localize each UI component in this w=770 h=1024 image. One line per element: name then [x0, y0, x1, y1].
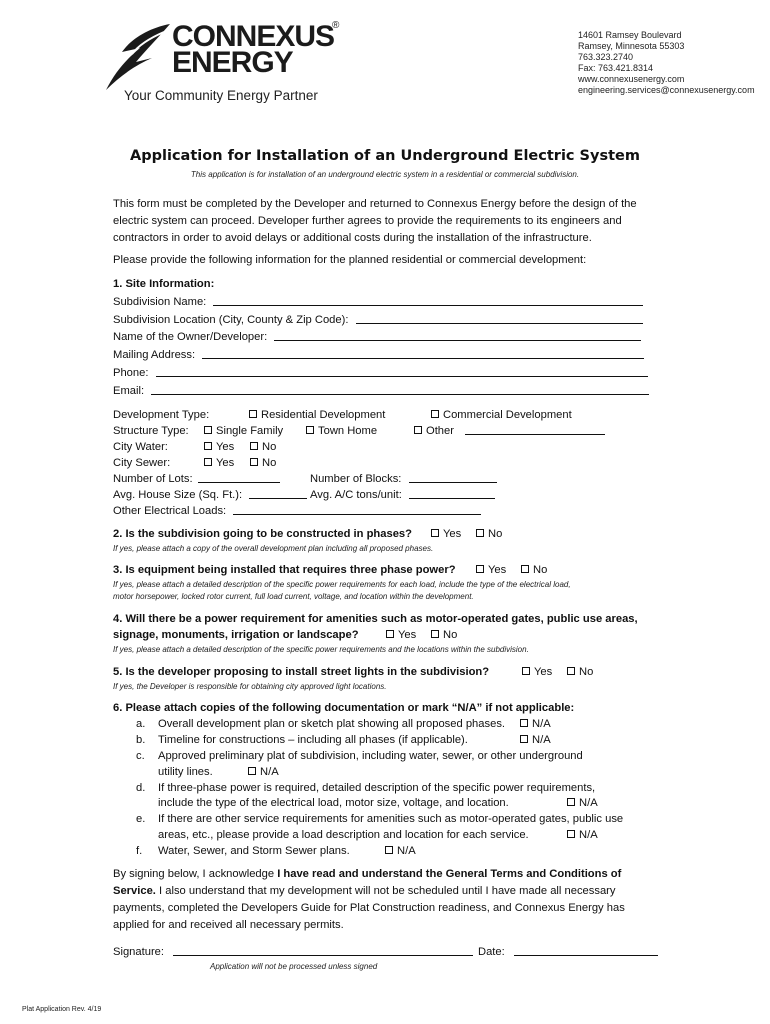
- na-label: N/A: [260, 766, 279, 778]
- structure-type-label: Structure Type:: [113, 425, 189, 437]
- q2-yes-checkbox[interactable]: [431, 529, 439, 537]
- yes-label: Yes: [488, 564, 507, 576]
- ack-line: [113, 866, 661, 883]
- item-letter: d.: [136, 782, 146, 794]
- blocks-field[interactable]: [409, 472, 497, 483]
- q4-yes[interactable]: [386, 627, 416, 644]
- item-letter: e.: [136, 813, 146, 825]
- other-field[interactable]: [465, 424, 605, 435]
- owner-developer-row: [113, 329, 641, 346]
- logo-word-connexus: CONNEXUS: [172, 20, 335, 53]
- mailing-address-label: Mailing Address:: [113, 349, 196, 361]
- fax-line: Fax: 763.421.8314: [578, 63, 654, 73]
- single-family-label: Single Family: [216, 425, 284, 437]
- no-label: No: [579, 666, 594, 678]
- item-b-text: Timeline for constructions – including all phases (if applicable).: [158, 734, 468, 746]
- item-c-text: utility lines.: [158, 766, 213, 778]
- ack-line: payments, completed the Developers Guide for Plat Construction readiness, and Connexus Energy has: [113, 902, 625, 914]
- q4-no-checkbox[interactable]: [431, 630, 439, 638]
- na-label: N/A: [579, 829, 598, 841]
- ack-bold: I have read and understand the General Terms and Conditions of: [277, 868, 622, 880]
- yes-label: Yes: [216, 441, 235, 453]
- city-sewer-label: City Sewer:: [113, 457, 171, 469]
- ac-label: Avg. A/C tons/unit:: [310, 489, 402, 501]
- item-a-text: Overall development plan or sketch plat showing all proposed phases.: [158, 718, 506, 730]
- yes-label: Yes: [398, 629, 417, 641]
- city-water-yes[interactable]: [204, 439, 234, 456]
- item-f-text: Water, Sewer, and Storm Sewer plans.: [158, 845, 350, 857]
- town-home-option[interactable]: [306, 423, 377, 440]
- mailing-address-row: [113, 347, 644, 364]
- item-f-na-checkbox[interactable]: [385, 846, 393, 854]
- na-label: N/A: [579, 797, 598, 809]
- logo-word-energy: ENERGY: [172, 46, 293, 79]
- acknowledgement-paragraph: [113, 866, 661, 934]
- item-d-text: include the type of the electrical load, motor size, voltage, and location.: [158, 797, 509, 809]
- subdivision-name-label: Subdivision Name:: [113, 296, 207, 308]
- ack-bold: Service.: [113, 885, 156, 897]
- question-3: 3. Is equipment being installed that requires three phase power?: [113, 564, 456, 576]
- town-home-label: Town Home: [318, 425, 378, 437]
- subdivision-location-label: Subdivision Location (City, County & Zip Code):: [113, 314, 349, 326]
- other-loads-row: [113, 503, 481, 520]
- residential-checkbox[interactable]: [249, 410, 257, 418]
- date-label: Date:: [478, 946, 505, 958]
- item-c-text: Approved preliminary plat of subdivision, including water, sewer, or other underground: [158, 750, 583, 762]
- page-subtitle: This application is for installation of an underground electric system in a residential or commercial subdivision.: [190, 170, 580, 179]
- q2-yes[interactable]: [431, 526, 461, 543]
- house-size-row: [113, 487, 307, 504]
- q4-no[interactable]: [431, 627, 457, 644]
- na-label: N/A: [397, 845, 416, 857]
- signature-row: [113, 944, 473, 961]
- phone-line: 763.323.2740: [578, 52, 634, 62]
- yes-label: Yes: [443, 528, 462, 540]
- item-e-na-checkbox[interactable]: [567, 830, 575, 838]
- q5-note: If yes, the Developer is responsible for obtaining city approved light locations.: [113, 682, 387, 691]
- email-label: Email:: [113, 385, 145, 397]
- owner-developer-field[interactable]: [274, 330, 641, 341]
- question-2: 2. Is the subdivision going to be constructed in phases?: [113, 528, 412, 540]
- na-label: N/A: [532, 718, 551, 730]
- no-label: No: [262, 457, 277, 469]
- q3-no-checkbox[interactable]: [521, 565, 529, 573]
- lots-field[interactable]: [198, 472, 280, 483]
- signature-note: Application will not be processed unless signed: [210, 962, 378, 971]
- q2-no-checkbox[interactable]: [476, 529, 484, 537]
- subdivision-name-row: [113, 294, 643, 311]
- section-6-heading: 6. Please attach copies of the following documentation or mark “N/A” if not applicable:: [113, 702, 575, 714]
- q3-note: motor horsepower, locked rotor current, full load current, voltage, and location within the development.: [113, 592, 474, 601]
- email-field[interactable]: [151, 384, 649, 395]
- item-letter: c.: [136, 750, 145, 762]
- intro-line: electric system can proceed. Developer further agrees to provide the requirements to its engineers and: [113, 215, 622, 227]
- blocks-label: Number of Blocks:: [310, 473, 402, 485]
- commercial-label: Commercial Development: [443, 409, 572, 421]
- item-a-na[interactable]: [520, 716, 551, 733]
- city-water-label: City Water:: [113, 441, 168, 453]
- q3-no[interactable]: [521, 562, 547, 579]
- ack-lead: By signing below, I acknowledge: [113, 868, 278, 880]
- ack-line: [113, 883, 661, 900]
- commercial-checkbox[interactable]: [431, 410, 439, 418]
- lightning-swoosh-icon: [100, 18, 180, 98]
- q5-no-checkbox[interactable]: [567, 667, 575, 675]
- question-4-cont: signage, monuments, irrigation or landscape?: [113, 629, 359, 641]
- subdivision-location-row: [113, 312, 643, 329]
- city-water-no[interactable]: [250, 439, 276, 456]
- q2-no[interactable]: [476, 526, 502, 543]
- item-letter: a.: [136, 718, 146, 730]
- item-f-na[interactable]: [385, 843, 416, 860]
- email-link[interactable]: engineering.services@connexusenergy.com: [578, 85, 755, 95]
- item-b-na-checkbox[interactable]: [520, 735, 528, 743]
- no-label: No: [262, 441, 277, 453]
- q3-yes-checkbox[interactable]: [476, 565, 484, 573]
- intro-line: contractors in order to avoid delays or additional costs during the installation of the infrastructure.: [113, 232, 592, 244]
- website-link[interactable]: www.connexusenergy.com: [578, 74, 685, 84]
- section-1-heading: 1. Site Information:: [113, 278, 215, 290]
- signature-label: Signature:: [113, 946, 164, 958]
- item-c-na-checkbox[interactable]: [248, 767, 256, 775]
- signature-field[interactable]: [173, 945, 473, 956]
- city-water-no-checkbox[interactable]: [250, 442, 258, 450]
- q2-note: If yes, please attach a copy of the overall development plan including all proposed phases.: [113, 544, 434, 553]
- email-row: [113, 383, 649, 400]
- city-sewer-yes[interactable]: [204, 455, 234, 472]
- item-a-na-checkbox[interactable]: [520, 719, 528, 727]
- item-e-na[interactable]: [567, 827, 598, 844]
- footer-revision: Plat Application Rev. 4/19: [22, 1006, 102, 1013]
- commercial-option[interactable]: [431, 407, 572, 424]
- single-family-checkbox[interactable]: [204, 426, 212, 434]
- q5-yes-checkbox[interactable]: [522, 667, 530, 675]
- q5-no[interactable]: [567, 664, 593, 681]
- item-b-na[interactable]: [520, 732, 551, 749]
- provide-info-line: Please provide the following information for the planned residential or commercial development:: [113, 254, 587, 266]
- question-5: 5. Is the developer proposing to install street lights in the subdivision?: [113, 666, 490, 678]
- phone-row: [113, 365, 648, 382]
- item-letter: b.: [136, 734, 146, 746]
- phone-label: Phone:: [113, 367, 149, 379]
- subdivision-name-field[interactable]: [213, 295, 643, 306]
- registered-mark: ®: [332, 20, 340, 31]
- no-label: No: [488, 528, 503, 540]
- q4-yes-checkbox[interactable]: [386, 630, 394, 638]
- owner-developer-label: Name of the Owner/Developer:: [113, 331, 268, 343]
- blocks-row: [310, 471, 497, 488]
- city-sewer-no-checkbox[interactable]: [250, 458, 258, 466]
- residential-option[interactable]: [249, 407, 385, 424]
- date-field[interactable]: [514, 945, 658, 956]
- q3-yes[interactable]: [476, 562, 506, 579]
- item-d-text: If three-phase power is required, detailed description of the specific power requirements,: [158, 782, 596, 794]
- yes-label: Yes: [216, 457, 235, 469]
- ac-row: [310, 487, 495, 504]
- item-e-text: areas, etc., please provide a load description and location for each service.: [158, 829, 529, 841]
- phone-field[interactable]: [156, 366, 648, 377]
- yes-label: Yes: [534, 666, 553, 678]
- q4-note: If yes, please attach a detailed description of the specific power requirements and the locations within the subdivision.: [113, 645, 529, 654]
- no-label: No: [533, 564, 548, 576]
- ack-text: I also understand that my development will not be scheduled until I have made all necessary: [155, 885, 616, 897]
- other-label: Other: [426, 425, 454, 437]
- item-e-text: If there are other service requirements for amenities such as motor-operated gates, public use: [158, 813, 624, 825]
- subdivision-location-field[interactable]: [356, 313, 643, 324]
- single-family-option[interactable]: [204, 423, 283, 440]
- intro-line: This form must be completed by the Developer and returned to Connexus Energy before the design of the: [113, 198, 637, 210]
- ac-field[interactable]: [409, 488, 495, 499]
- other-loads-label: Other Electrical Loads:: [113, 505, 227, 517]
- development-type-label: Development Type:: [113, 409, 210, 421]
- city-sewer-no[interactable]: [250, 455, 276, 472]
- q3-note: If yes, please attach a detailed description of the specific power requirements for each load, include the type of the electrical load,: [113, 580, 571, 589]
- residential-label: Residential Development: [261, 409, 386, 421]
- item-c-na[interactable]: [248, 764, 279, 781]
- no-label: No: [443, 629, 458, 641]
- company-address: [578, 30, 755, 96]
- ack-line: applied for and received all necessary permits.: [113, 919, 344, 931]
- house-size-field[interactable]: [249, 488, 307, 499]
- house-size-label: Avg. House Size (Sq. Ft.):: [113, 489, 243, 501]
- item-d-na-checkbox[interactable]: [567, 798, 575, 806]
- intro-paragraph: [113, 196, 661, 247]
- city-sewer-yes-checkbox[interactable]: [204, 458, 212, 466]
- address-line: Ramsey, Minnesota 55303: [578, 41, 685, 51]
- address-line: 14601 Ramsey Boulevard: [578, 30, 682, 40]
- logo-tagline: Your Community Energy Partner: [124, 88, 318, 103]
- item-d-na[interactable]: [567, 795, 598, 812]
- na-label: N/A: [532, 734, 551, 746]
- other-option[interactable]: [414, 423, 605, 440]
- q5-yes[interactable]: [522, 664, 552, 681]
- lots-label: Number of Lots:: [113, 473, 193, 485]
- question-4: 4. Will there be a power requirement for amenities such as motor-operated gates, public use areas,: [113, 613, 638, 625]
- company-logo: [100, 18, 360, 108]
- lots-row: [113, 471, 280, 488]
- other-loads-field[interactable]: [233, 504, 481, 515]
- town-home-checkbox[interactable]: [306, 426, 314, 434]
- other-checkbox[interactable]: [414, 426, 422, 434]
- page-title: Application for Installation of an Underground Electric System: [130, 148, 640, 164]
- city-water-yes-checkbox[interactable]: [204, 442, 212, 450]
- date-row: [478, 944, 658, 961]
- item-letter: f.: [136, 845, 143, 857]
- mailing-address-field[interactable]: [202, 348, 644, 359]
